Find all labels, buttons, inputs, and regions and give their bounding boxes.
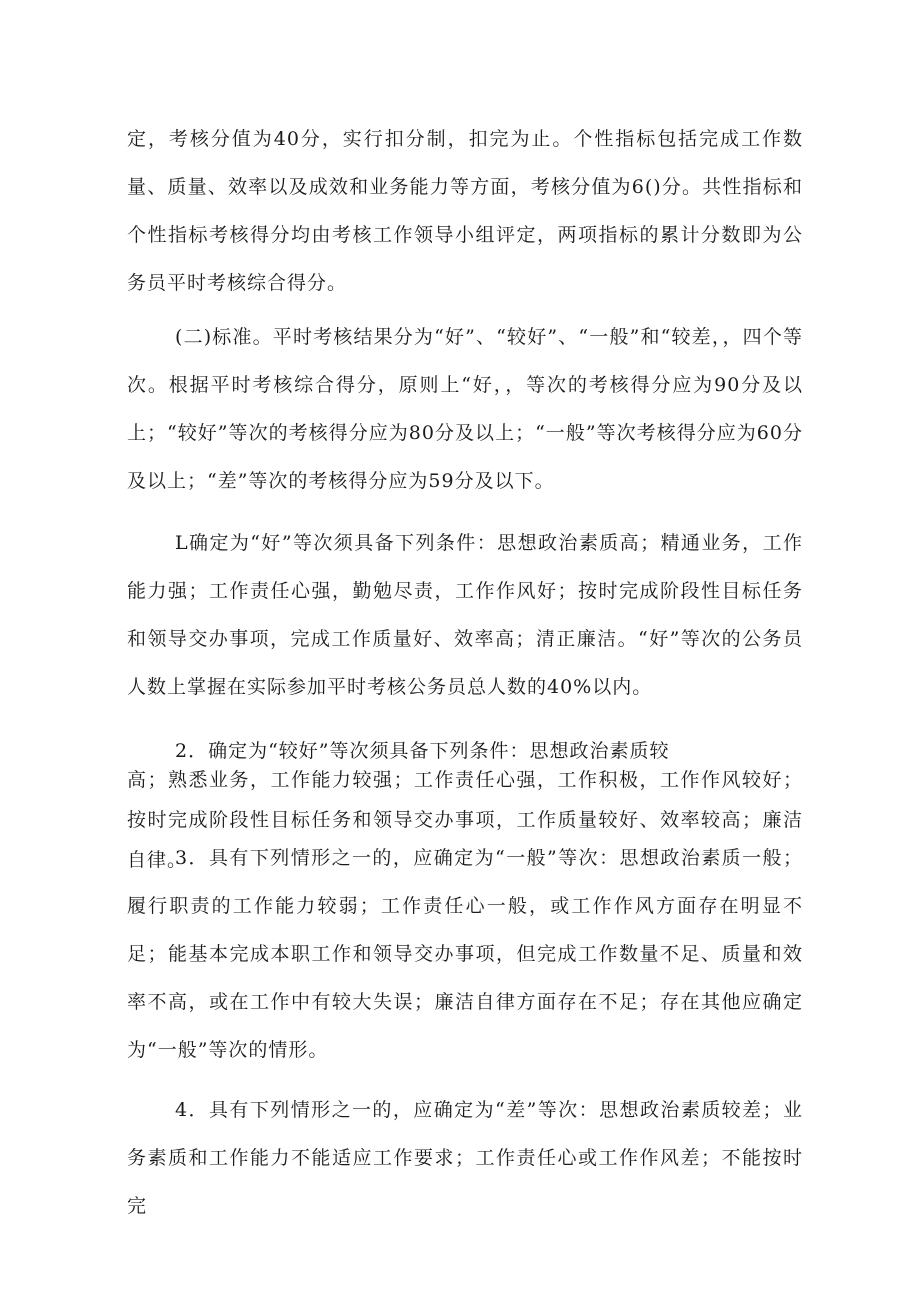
paragraph-6: 3．具有下列情形之一的，应确定为“一般”等次：思想政治素质一般；履行职责的工作能力较弱；工作责任心一般，或工作作风方面存在明显不足；能基本完成本职工作和领导交办事项，但完成工作数量不足、质量和效率不高，或在工作中有较大失误；廉洁自律方面存在不足；存在其他应确定为“一般”等次的情形。 — [127, 847, 803, 1061]
paragraph-2: (二)标准。平时考核结果分为“好”、“较好”、“一般”和“较差，，四个等次。根据平时考核综合得分，原则上“好，，等次的考核得分应为90分及以上；“较好”等次的考核得分应为80分及以上；“一般”等次考核得分应为60分及以上；“差”等次的考核得分应为59分及以下。 — [127, 326, 803, 492]
paragraph-4: 2．确定为“较好”等次须具备下列条件：思想政治素质较 — [175, 740, 670, 762]
paragraph-5: 高；熟悉业务，工作能力较强；工作责任心强，工作积极，工作作风较好；按时完成阶段性目标任务和领导交办事项，工作质量较好、效率较高；廉洁自律。 — [127, 769, 803, 871]
paragraph-1: 定，考核分值为40分，实行扣分制，扣完为止。个性指标包括完成工作数量、质量、效率以及成效和业务能力等方面，考核分值为6()分。共性指标和个性指标考核得分均由考核工作领导小组评定，两项指标的累计分数即为公务员平时考核综合得分。 — [127, 128, 803, 294]
paragraph-7: 4．具有下列情形之一的，应确定为“差”等次：思想政治素质较差；业务素质和工作能力不能适应工作要求；工作责任心或工作作风差；不能按时完 — [127, 1099, 803, 1217]
paragraph-3: L确定为“好”等次须具备下列条件：思想政治素质高；精通业务，工作能力强；工作责任心强，勤勉尽责，工作作风好；按时完成阶段性目标任务和领导交办事项，完成工作质量好、效率高；清正廉洁。“好”等次的公务员人数上掌握在实际参加平时考核公务员总人数的40%以内。 — [127, 532, 803, 698]
